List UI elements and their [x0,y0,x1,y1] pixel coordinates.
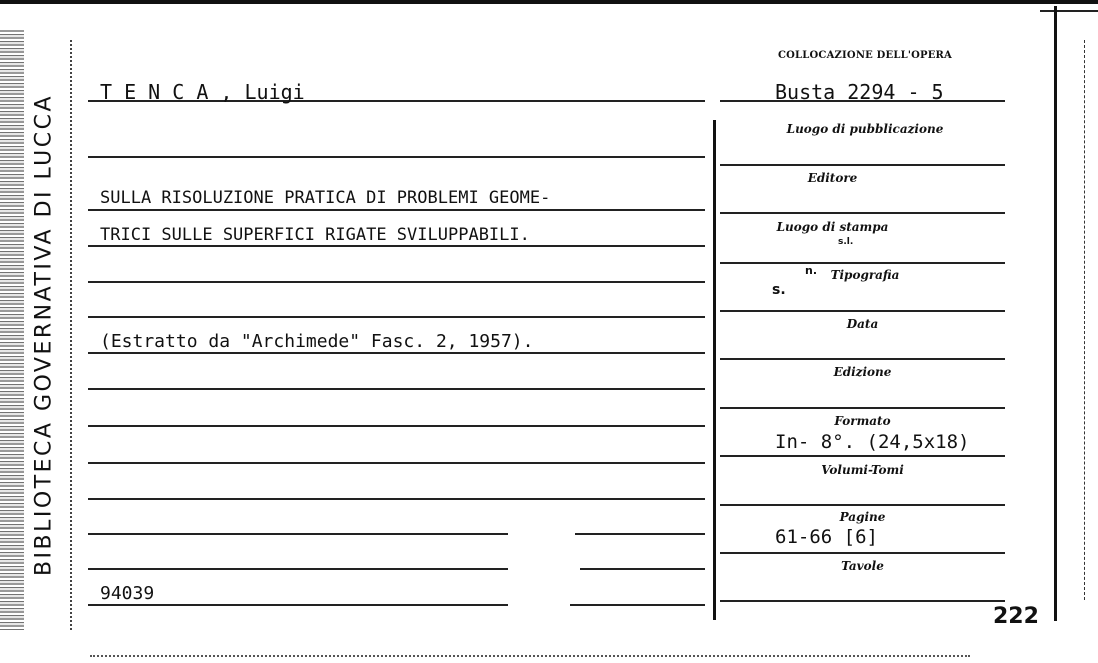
collocation-header: COLLOCAZIONE DELL'OPERA [777,50,953,61]
title-line-1: SULLA RISOLUZIONE PRATICA DI PROBLEMI GEOME- [100,188,551,208]
label-edition: Edizione [833,365,892,379]
field-rule [720,310,1005,312]
field-rule [720,504,1005,506]
ruled-line [88,462,705,464]
corner-mark: 222 [993,604,1039,629]
label-date: Data [846,317,879,331]
label-volumes: Volumi-Tomi [821,463,904,477]
field-rule [720,262,1005,264]
bottom-dotted-edge [90,655,970,657]
field-rule [720,407,1005,409]
left-scan-edge [0,30,24,630]
ruled-line [88,568,508,570]
label-place-of-publication: Luogo di pubblicazione [786,122,944,136]
right-border [1054,6,1057,621]
right-dashed-border [1084,40,1086,600]
shelfmark: Busta 2294 - 5 [775,80,944,104]
printer-mark-sup: n. [805,264,818,277]
left-dotted-border [70,40,72,630]
ruled-line [575,533,705,535]
place-of-printing-mark: s.l. [838,237,854,247]
ruled-line [580,568,705,570]
ruled-line [88,498,705,500]
format-value: In- 8°. (24,5x18) [775,431,970,453]
field-rule [720,600,1005,602]
field-rule [720,358,1005,360]
label-publisher: Editore [807,171,858,185]
ruled-line [88,533,508,535]
extract-note: (Estratto da "Archimede" Fasc. 2, 1957). [100,331,534,352]
label-format: Formato [834,414,891,428]
field-rule [720,164,1005,166]
author-name: T E N C A , Luigi [100,80,305,104]
label-pages: Pagine [839,510,886,524]
ruled-line [88,156,705,158]
ruled-line [88,281,705,283]
ruled-line [88,425,705,427]
inventory-number: 94039 [100,583,155,604]
library-name: BIBLIOTECA GOVERNATIVA DI LUCCA [31,93,57,577]
ruled-line [88,352,705,354]
shelfmark-rule [720,100,1005,102]
field-rule [720,552,1005,554]
ruled-line [88,388,705,390]
ruled-line [88,316,705,318]
top-border-stub [1040,10,1098,12]
printer-mark: s. [772,282,786,298]
ruled-line [570,604,705,606]
field-rule [720,212,1005,214]
column-divider [713,120,716,620]
ruled-line [88,604,508,606]
field-rule [720,455,1005,457]
label-plates: Tavole [841,559,884,573]
title-line-2: TRICI SULLE SUPERFICI RIGATE SVILUPPABILI. [100,225,530,245]
ruled-line [88,245,705,247]
pages-value: 61-66 [6] [775,526,878,548]
label-printer: Tipografia [830,268,900,282]
top-border [0,0,1098,4]
ruled-line [88,209,705,211]
label-place-of-printing: Luogo di stampa [776,220,889,234]
